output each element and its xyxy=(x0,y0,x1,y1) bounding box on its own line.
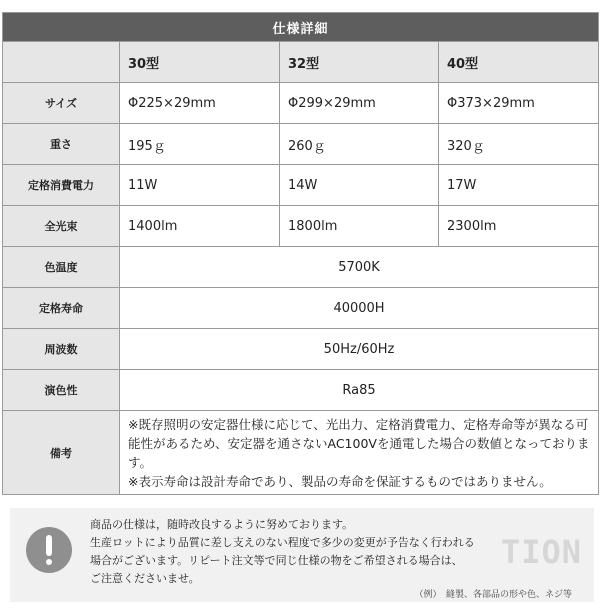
model-40: 40型 xyxy=(439,42,599,83)
spec-table xyxy=(2,12,599,495)
row-label: 色温度 xyxy=(3,247,120,288)
cell-value: 40000H xyxy=(120,288,599,329)
caution-line: 場合がございます。リピート注文等で同じ仕様の物をご希望される場合は、 xyxy=(90,554,463,567)
model-30: 30型 xyxy=(120,42,280,83)
table-row xyxy=(3,370,599,411)
caution-text xyxy=(90,516,475,588)
notes-line: ※表示寿命は設計寿命であり、製品の寿命を保証するものではありません。 xyxy=(128,473,552,489)
table-row xyxy=(3,165,599,206)
table-row-notes xyxy=(3,411,599,495)
row-label: サイズ xyxy=(3,83,120,124)
cell-value: 5700K xyxy=(120,247,599,288)
table-row xyxy=(3,247,599,288)
table-row xyxy=(3,124,599,165)
notes-label: 備考 xyxy=(3,411,120,495)
row-label: 定格寿命 xyxy=(3,288,120,329)
caution-watermark: TION xyxy=(500,533,582,571)
notes-text xyxy=(120,411,599,495)
caution-line: 生産ロットにより品質に差し支えのない程度で多少の変更が予告なく行われる xyxy=(90,536,475,549)
cell-value: 1800lm xyxy=(280,206,439,247)
model-32: 32型 xyxy=(280,42,439,83)
row-label: 演色性 xyxy=(3,370,120,411)
cell-value: 50Hz/60Hz xyxy=(120,329,599,370)
cell-value: 11W xyxy=(120,165,280,206)
cell-value: 2300lm xyxy=(439,206,599,247)
cell-value: Ra85 xyxy=(120,370,599,411)
cell-value: Φ299×29mm xyxy=(280,83,439,124)
header-empty-cell xyxy=(3,42,120,83)
caution-line: 商品の仕様は，随時改良するように努めております。 xyxy=(90,518,354,531)
cell-value: 195ｇ xyxy=(120,124,280,165)
row-label: 重さ xyxy=(3,124,120,165)
table-row xyxy=(3,329,599,370)
row-label: 定格消費電力 xyxy=(3,165,120,206)
notes-line: ※既存照明の安定器仕様に応じて、光出力、定格消費電力、定格寿命等が異なる可能性があるため、安定器を通さないAC100Vを通電した場合の数値となっております。 xyxy=(128,416,590,470)
table-title: 仕様詳細 xyxy=(3,13,599,42)
cell-value: 14W xyxy=(280,165,439,206)
caution-box xyxy=(10,508,594,602)
cell-value: Φ225×29mm xyxy=(120,83,280,124)
cell-value: 320ｇ xyxy=(439,124,599,165)
caution-line: ご注意くださいませ。 xyxy=(90,572,200,585)
table-row xyxy=(3,206,599,247)
row-label: 全光束 xyxy=(3,206,120,247)
exclamation-icon xyxy=(26,527,72,573)
table-row xyxy=(3,83,599,124)
cell-value: Φ373×29mm xyxy=(439,83,599,124)
cell-value: 260ｇ xyxy=(280,124,439,165)
cell-value: 17W xyxy=(439,165,599,206)
row-label: 周波数 xyxy=(3,329,120,370)
table-row xyxy=(3,288,599,329)
cell-value: 1400lm xyxy=(120,206,280,247)
caution-example: （例） 縫製、各部品の形や色、ネジ等 xyxy=(414,590,572,600)
